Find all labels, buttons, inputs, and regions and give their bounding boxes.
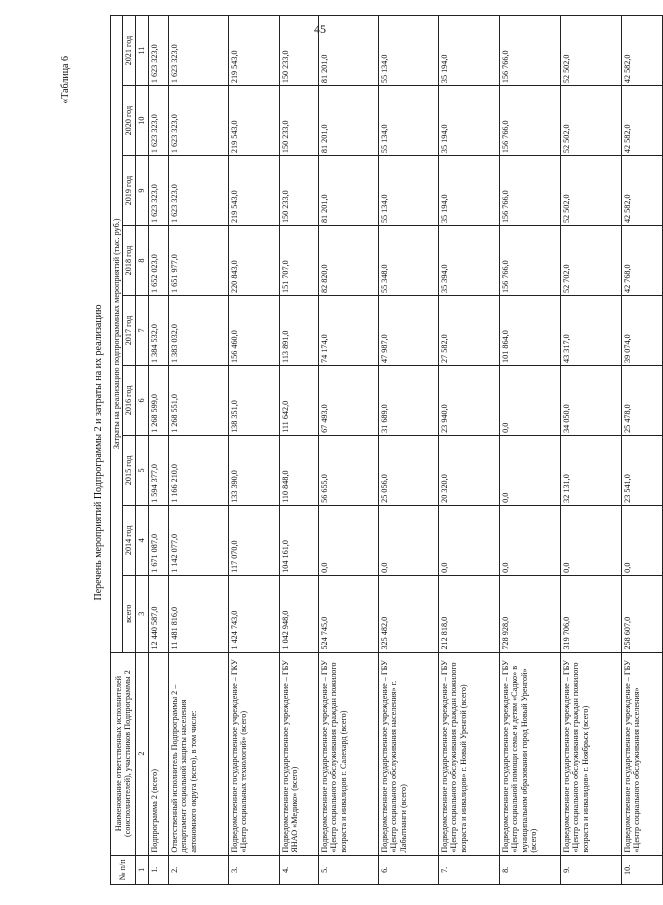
row-number: 9.	[560, 855, 621, 884]
row-year-value: 52 502,0	[560, 86, 621, 156]
row-year-value: 56 655,0	[318, 435, 378, 505]
row-year-value: 31 689,0	[378, 365, 438, 435]
row-year-value: 0,0	[499, 435, 560, 505]
row-year-value: 219 543,0	[228, 16, 279, 86]
row-year-value: 42 768,0	[621, 226, 662, 296]
page-number: 45	[314, 22, 326, 36]
row-year-value: 35 194,0	[438, 156, 499, 226]
table-row	[279, 16, 318, 885]
row-year-value: 0,0	[499, 365, 560, 435]
table-row	[378, 16, 438, 885]
costs-table	[110, 15, 663, 885]
row-year-value: 1 652 023,0	[148, 226, 168, 296]
row-year-value: 104 161,0	[279, 505, 318, 575]
row-year-value: 219 543,0	[228, 156, 279, 226]
row-year-value: 111 642,0	[279, 365, 318, 435]
row-year-value: 1 384 532,0	[148, 296, 168, 366]
row-total: 11 481 816,0	[168, 575, 228, 652]
row-name: Подведомственное государственное учреждение – ГБУ «Центр социального обслуживания населения» г. Лабытнанги (всего)	[378, 652, 438, 855]
table-row	[621, 16, 662, 885]
row-year-value: 117 070,0	[228, 505, 279, 575]
row-year-value: 1 268 551,0	[168, 365, 228, 435]
row-year-value: 27 582,0	[438, 296, 499, 366]
table-row	[148, 16, 168, 885]
row-total: 212 818,0	[438, 575, 499, 652]
column-number: 5	[135, 435, 148, 505]
table-row	[168, 16, 228, 885]
row-name: Подведомственное государственное учреждение – ГБУ «Центр социальной помощи семье и детям «Садко» в муниципальном образовании город Новый Уренгой» (всего)	[499, 652, 560, 855]
row-year-value: 52 502,0	[560, 156, 621, 226]
column-number: 10	[135, 86, 148, 156]
row-year-value: 156 766,0	[499, 86, 560, 156]
row-number: 4.	[279, 855, 318, 884]
row-year-value: 0,0	[621, 505, 662, 575]
row-year-value: 110 848,0	[279, 435, 318, 505]
row-year-value: 1 142 077,0	[168, 505, 228, 575]
row-year-value: 39 074,0	[621, 296, 662, 366]
row-year-value: 81 201,0	[318, 86, 378, 156]
row-total: 325 482,0	[378, 575, 438, 652]
row-year-value: 133 390,0	[228, 435, 279, 505]
header-year: 2018 год	[123, 226, 135, 296]
row-year-value: 67 493,0	[318, 365, 378, 435]
row-year-value: 1 623 323,0	[168, 156, 228, 226]
row-total: 524 745,0	[318, 575, 378, 652]
row-year-value: 220 843,0	[228, 226, 279, 296]
row-year-value: 1 166 210,0	[168, 435, 228, 505]
row-year-value: 32 131,0	[560, 435, 621, 505]
row-name: Ответственный исполнитель Подпрограммы 2 – департамент социальной защиты населения автономного округа (всего), в том числе:	[168, 652, 228, 855]
row-year-value: 81 201,0	[318, 156, 378, 226]
row-year-value: 35 394,0	[438, 226, 499, 296]
row-year-value: 101 864,0	[499, 296, 560, 366]
row-total: 258 607,0	[621, 575, 662, 652]
row-year-value: 74 174,0	[318, 296, 378, 366]
column-number: 4	[135, 505, 148, 575]
column-number: 8	[135, 226, 148, 296]
row-year-value: 42 582,0	[621, 156, 662, 226]
row-year-value: 156 460,0	[228, 296, 279, 366]
row-number: 8.	[499, 855, 560, 884]
column-number: 9	[135, 156, 148, 226]
document-title: Перечень мероприятий Подпрограммы 2 и затраты на их реализацию	[93, 304, 104, 601]
table-row	[499, 16, 560, 885]
row-year-value: 82 820,0	[318, 226, 378, 296]
row-year-value: 1 623 323,0	[148, 16, 168, 86]
row-year-value: 1 623 323,0	[168, 86, 228, 156]
row-year-value: 55 134,0	[378, 86, 438, 156]
row-year-value: 55 348,0	[378, 226, 438, 296]
row-number: 5.	[318, 855, 378, 884]
row-year-value: 156 766,0	[499, 156, 560, 226]
column-number: 3	[135, 575, 148, 652]
header-year: 2020 год	[123, 86, 135, 156]
row-number: 7.	[438, 855, 499, 884]
row-year-value: 1 594 377,0	[148, 435, 168, 505]
row-number: 2.	[168, 855, 228, 884]
column-number: 6	[135, 365, 148, 435]
row-year-value: 55 134,0	[378, 16, 438, 86]
row-name: Подведомственное государственное учреждение – ГБУ «Центр социального обслуживания населения»	[621, 652, 662, 855]
row-year-value: 81 201,0	[318, 16, 378, 86]
row-name: Подведомственное государственное учреждение – ГБУ «Центр социального обслуживания граждан пожилого возраста и инвалидов» г. Новый Уренгой (всего)	[438, 652, 499, 855]
row-total: 1 042 948,0	[279, 575, 318, 652]
row-year-value: 156 766,0	[499, 16, 560, 86]
row-year-value: 150 233,0	[279, 156, 318, 226]
row-year-value: 0,0	[438, 505, 499, 575]
row-name: Подведомственное государственное учреждение – ГБУ ЯНАО «Медико» (всего)	[279, 652, 318, 855]
table-row	[560, 16, 621, 885]
row-year-value: 23 541,0	[621, 435, 662, 505]
header-year: 2016 год	[123, 365, 135, 435]
column-number: 1	[135, 855, 148, 884]
header-year: 2017 год	[123, 296, 135, 366]
row-number: 6.	[378, 855, 438, 884]
table-row	[438, 16, 499, 885]
row-year-value: 42 582,0	[621, 16, 662, 86]
table-row	[228, 16, 279, 885]
row-total: 1 424 743,0	[228, 575, 279, 652]
table-label: «Таблица 6	[60, 56, 71, 104]
header-year: 2021 год	[123, 16, 135, 86]
table-row	[318, 16, 378, 885]
header-year: 2019 год	[123, 156, 135, 226]
row-year-value: 0,0	[560, 505, 621, 575]
column-number: 7	[135, 296, 148, 366]
row-year-value: 35 194,0	[438, 16, 499, 86]
row-year-value: 138 351,0	[228, 365, 279, 435]
row-year-value: 43 317,0	[560, 296, 621, 366]
row-year-value: 150 233,0	[279, 16, 318, 86]
row-year-value: 34 050,0	[560, 365, 621, 435]
header-year: 2014 год	[123, 505, 135, 575]
header-num: № п/п	[111, 855, 136, 884]
row-year-value: 0,0	[499, 505, 560, 575]
row-total: 12 440 587,0	[148, 575, 168, 652]
row-year-value: 52 502,0	[560, 16, 621, 86]
row-year-value: 42 582,0	[621, 86, 662, 156]
row-year-value: 20 320,0	[438, 435, 499, 505]
row-year-value: 35 194,0	[438, 86, 499, 156]
row-year-value: 1 671 087,0	[148, 505, 168, 575]
row-year-value: 52 702,0	[560, 226, 621, 296]
row-year-value: 1 623 323,0	[148, 86, 168, 156]
row-name: Подведомственное государственное учреждение – ГБУ «Центр социального обслуживания граждан пожилого возраста и инвалидов г. Салехард (всего)	[318, 652, 378, 855]
header-costs: Затраты на реализацию подпрограммных мероприятий (тыс. руб.)	[111, 16, 123, 653]
row-year-value: 156 766,0	[499, 226, 560, 296]
row-year-value: 150 233,0	[279, 86, 318, 156]
row-year-value: 219 543,0	[228, 86, 279, 156]
row-year-value: 1 651 977,0	[168, 226, 228, 296]
row-number: 3.	[228, 855, 279, 884]
row-total: 728 928,0	[499, 575, 560, 652]
header-year: 2015 год	[123, 435, 135, 505]
row-number: 10.	[621, 855, 662, 884]
header-name: Наименование ответственных исполнителей (соисполнителей), участников Подпрограммы 2	[111, 652, 136, 855]
row-year-value: 1 623 323,0	[168, 16, 228, 86]
column-number: 2	[135, 652, 148, 855]
row-year-value: 47 987,0	[378, 296, 438, 366]
row-year-value: 23 940,0	[438, 365, 499, 435]
header-total: всего	[123, 575, 135, 652]
column-number: 11	[135, 16, 148, 86]
row-year-value: 1 268 599,0	[148, 365, 168, 435]
row-number: 1.	[148, 855, 168, 884]
row-name: Подведомственное государственное учреждение – ГБУ «Центр социального обслуживания граждан пожилого возраста и инвалидов» г. Ноябрьск (всего)	[560, 652, 621, 855]
row-name: Подпрограмма 2 (всего)	[148, 652, 168, 855]
row-year-value: 151 707,0	[279, 226, 318, 296]
row-year-value: 113 891,0	[279, 296, 318, 366]
row-year-value: 1 623 323,0	[148, 156, 168, 226]
row-year-value: 0,0	[378, 505, 438, 575]
row-year-value: 0,0	[318, 505, 378, 575]
row-year-value: 55 134,0	[378, 156, 438, 226]
row-total: 319 706,0	[560, 575, 621, 652]
row-year-value: 25 478,0	[621, 365, 662, 435]
row-year-value: 25 056,0	[378, 435, 438, 505]
row-name: Подведомственное государственное учреждение – ГКУ «Центр социальных технологий» (всего)	[228, 652, 279, 855]
row-year-value: 1 383 032,0	[168, 296, 228, 366]
